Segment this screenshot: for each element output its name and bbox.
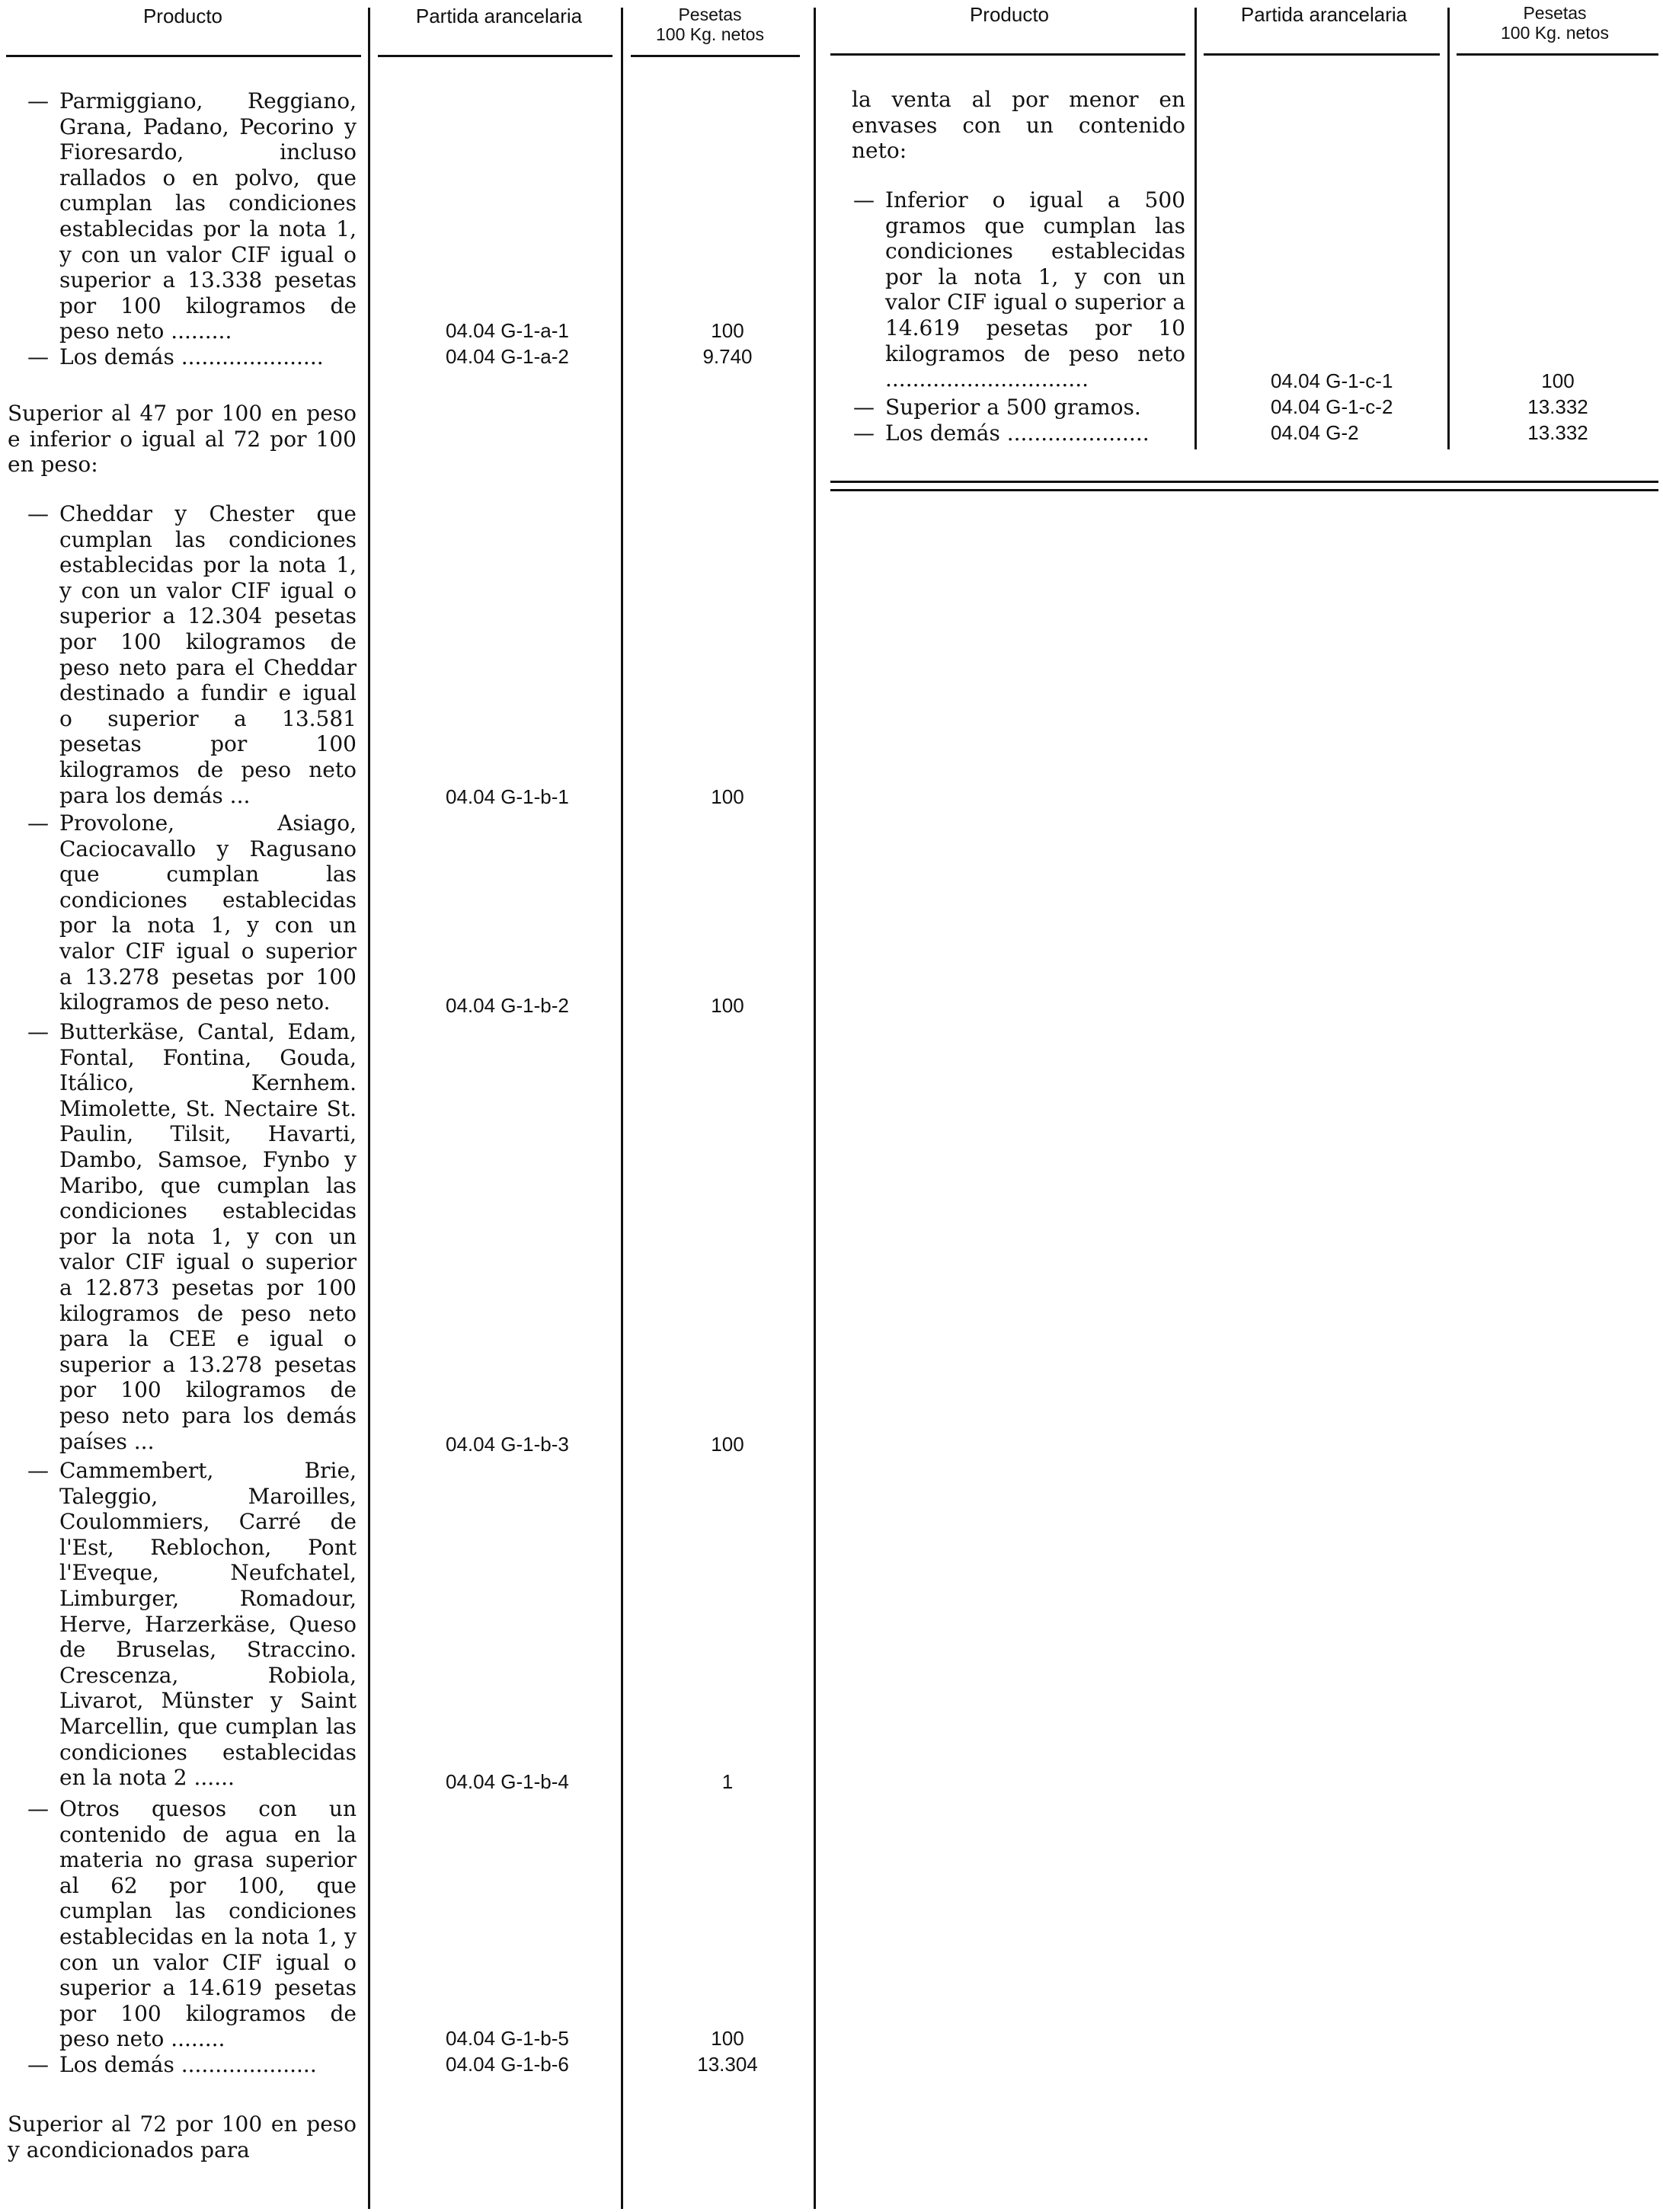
price-value: 13.332 xyxy=(1527,395,1588,418)
item-dash: — xyxy=(27,1458,49,1483)
list-item xyxy=(27,1796,357,2052)
list-item xyxy=(27,1019,357,1454)
header-rule xyxy=(6,55,361,57)
list-item xyxy=(853,395,1185,420)
price-value: 100 xyxy=(711,2027,744,2050)
item-dash: — xyxy=(853,395,875,420)
item-dash: — xyxy=(853,420,875,446)
header-partida-left: Partida arancelaria xyxy=(415,5,583,27)
price-value: 100 xyxy=(711,994,744,1017)
column-rule xyxy=(1194,8,1197,449)
tariff-code: 04.04 G-2 xyxy=(1271,421,1359,444)
header-pesetas-sub-right: 100 Kg. netos xyxy=(1501,23,1609,43)
item-dash: — xyxy=(27,501,49,526)
item-text: Provolone, Asiago, Caciocavallo y Ragusano que cumplan las condiciones establecidas por la nota 1, y con un valor CIF igual o superior a 13.278 pesetas por 100 kilogramos de peso neto. xyxy=(59,810,357,1015)
item-text: Cheddar y Chester que cumplan las condiciones establecidas por la nota 1, y con un valor CIF igual o superior a 12.304 pesetas por 100 kilogramos de peso neto para el Cheddar destinado a fundir e igual o superior a 13.581 pesetas por 100 kilogramos de peso neto para los demás ... xyxy=(59,501,357,808)
item-text: Otros quesos con un contenido de agua en la materia no grasa superior al 62 por 100, que cumplan las condiciones establecidas en la nota 1, y con un valor CIF igual o superior a 14.619 pesetas por 100 kilogramos de peso neto ........ xyxy=(59,1796,357,2052)
price-value: 100 xyxy=(711,785,744,808)
item-dash: — xyxy=(27,810,49,836)
section-paragraph: Superior al 72 por 100 en peso y acondicionados para xyxy=(8,2111,357,2162)
price-value: 13.304 xyxy=(697,2053,758,2076)
item-dash: — xyxy=(27,88,49,113)
column-rule xyxy=(368,8,370,2209)
list-item xyxy=(27,810,357,1015)
item-dash: — xyxy=(27,2052,49,2077)
column-rule xyxy=(814,8,816,2209)
item-text: Parmiggiano, Reggiano, Grana, Padano, Pecorino y Fioresardo, incluso rallados o en polvo, que cumplan las condiciones establecidas por la nota 1, y con un valor CIF igual o superior a 13.338 pesetas por 100 kilogramos de peso neto ......... xyxy=(59,88,357,344)
tariff-code: 04.04 G-1-c-2 xyxy=(1271,395,1393,418)
price-value: 13.332 xyxy=(1527,421,1588,444)
header-rule xyxy=(830,53,1185,56)
header-rule xyxy=(631,55,800,57)
item-text: Los demás ..................... xyxy=(59,344,324,369)
item-text: Los demás ..................... xyxy=(885,420,1150,446)
item-text: Cammembert, Brie, Taleggio, Maroilles, Coulommiers, Carré de l'Est, Reblochon, Pont l'Eveque, Neufchatel, Limburger, Romadour, Herve, Harzerkäse, Queso de Bruselas, Straccino. Crescenza, Robiola, Livarot, Münster y Saint Marcellin, que cumplan las condiciones establecidas en la nota 2 ...... xyxy=(59,1458,357,1791)
tariff-code: 04.04 G-1-b-5 xyxy=(446,2027,569,2050)
header-pesetas-right: Pesetas xyxy=(1523,3,1587,23)
list-item xyxy=(27,2052,357,2078)
list-item xyxy=(27,1458,357,1791)
price-value: 100 xyxy=(711,1433,744,1456)
list-item xyxy=(27,88,357,344)
header-rule xyxy=(1204,53,1440,56)
closing-rule xyxy=(830,481,1658,483)
tariff-code: 04.04 G-1-b-3 xyxy=(446,1433,569,1456)
price-value: 9.740 xyxy=(702,345,753,368)
price-value: 100 xyxy=(1541,369,1575,392)
item-dash: — xyxy=(27,1019,49,1044)
item-dash: — xyxy=(853,187,875,213)
column-rule xyxy=(621,8,623,2209)
tariff-code: 04.04 G-1-a-2 xyxy=(446,345,569,368)
item-text: Los demás .................... xyxy=(59,2052,317,2077)
header-pesetas-sub-left: 100 Kg. netos xyxy=(656,24,764,44)
tariff-code: 04.04 G-1-b-2 xyxy=(446,994,569,1017)
closing-rule xyxy=(830,489,1658,491)
tariff-code: 04.04 G-1-b-4 xyxy=(446,1770,569,1793)
section-paragraph: la venta al por menor en envases con un contenido neto: xyxy=(852,87,1185,164)
header-pesetas-left: Pesetas xyxy=(678,5,742,24)
header-rule xyxy=(1457,53,1658,56)
tariff-code: 04.04 G-1-b-1 xyxy=(446,785,569,808)
section-paragraph: Superior al 47 por 100 en peso e inferior o igual al 72 por 100 en peso: xyxy=(8,401,357,478)
list-item xyxy=(27,344,357,370)
list-item xyxy=(853,420,1185,446)
tariff-code: 04.04 G-1-b-6 xyxy=(446,2053,569,2076)
column-rule xyxy=(1447,8,1450,449)
header-producto-right: Producto xyxy=(969,3,1050,26)
item-text: Superior a 500 gramos. xyxy=(885,395,1141,420)
item-text: Inferior o igual a 500 gramos que cumplan las condiciones establecidas por la nota 1, y con un valor CIF igual o superior a 14.619 pesetas por 10 kilogramos de peso neto .............................. xyxy=(885,187,1185,392)
header-rule xyxy=(378,55,612,57)
tariff-code: 04.04 G-1-a-1 xyxy=(446,319,569,342)
list-item xyxy=(853,187,1185,392)
item-text: Butterkäse, Cantal, Edam, Fontal, Fontina, Gouda, Itálico, Kernhem. Mimolette, St. Nectaire St. Paulin, Tilsit, Havarti, Dambo, Samsoe, Fynbo y Maribo, que cumplan las condiciones establecidas por la nota 1, y con un valor CIF igual o superior a 12.873 pesetas por 100 kilogramos de peso neto para la CEE e igual o superior a 13.278 pesetas por 100 kilogramos de peso neto para los demás países ... xyxy=(59,1019,357,1454)
list-item xyxy=(27,501,357,808)
price-value: 100 xyxy=(711,319,744,342)
tariff-code: 04.04 G-1-c-1 xyxy=(1271,369,1393,392)
header-partida-right: Partida arancelaria xyxy=(1240,3,1408,26)
item-dash: — xyxy=(27,1796,49,1821)
item-dash: — xyxy=(27,344,49,369)
header-producto-left: Producto xyxy=(142,5,223,27)
price-value: 1 xyxy=(721,1770,734,1793)
